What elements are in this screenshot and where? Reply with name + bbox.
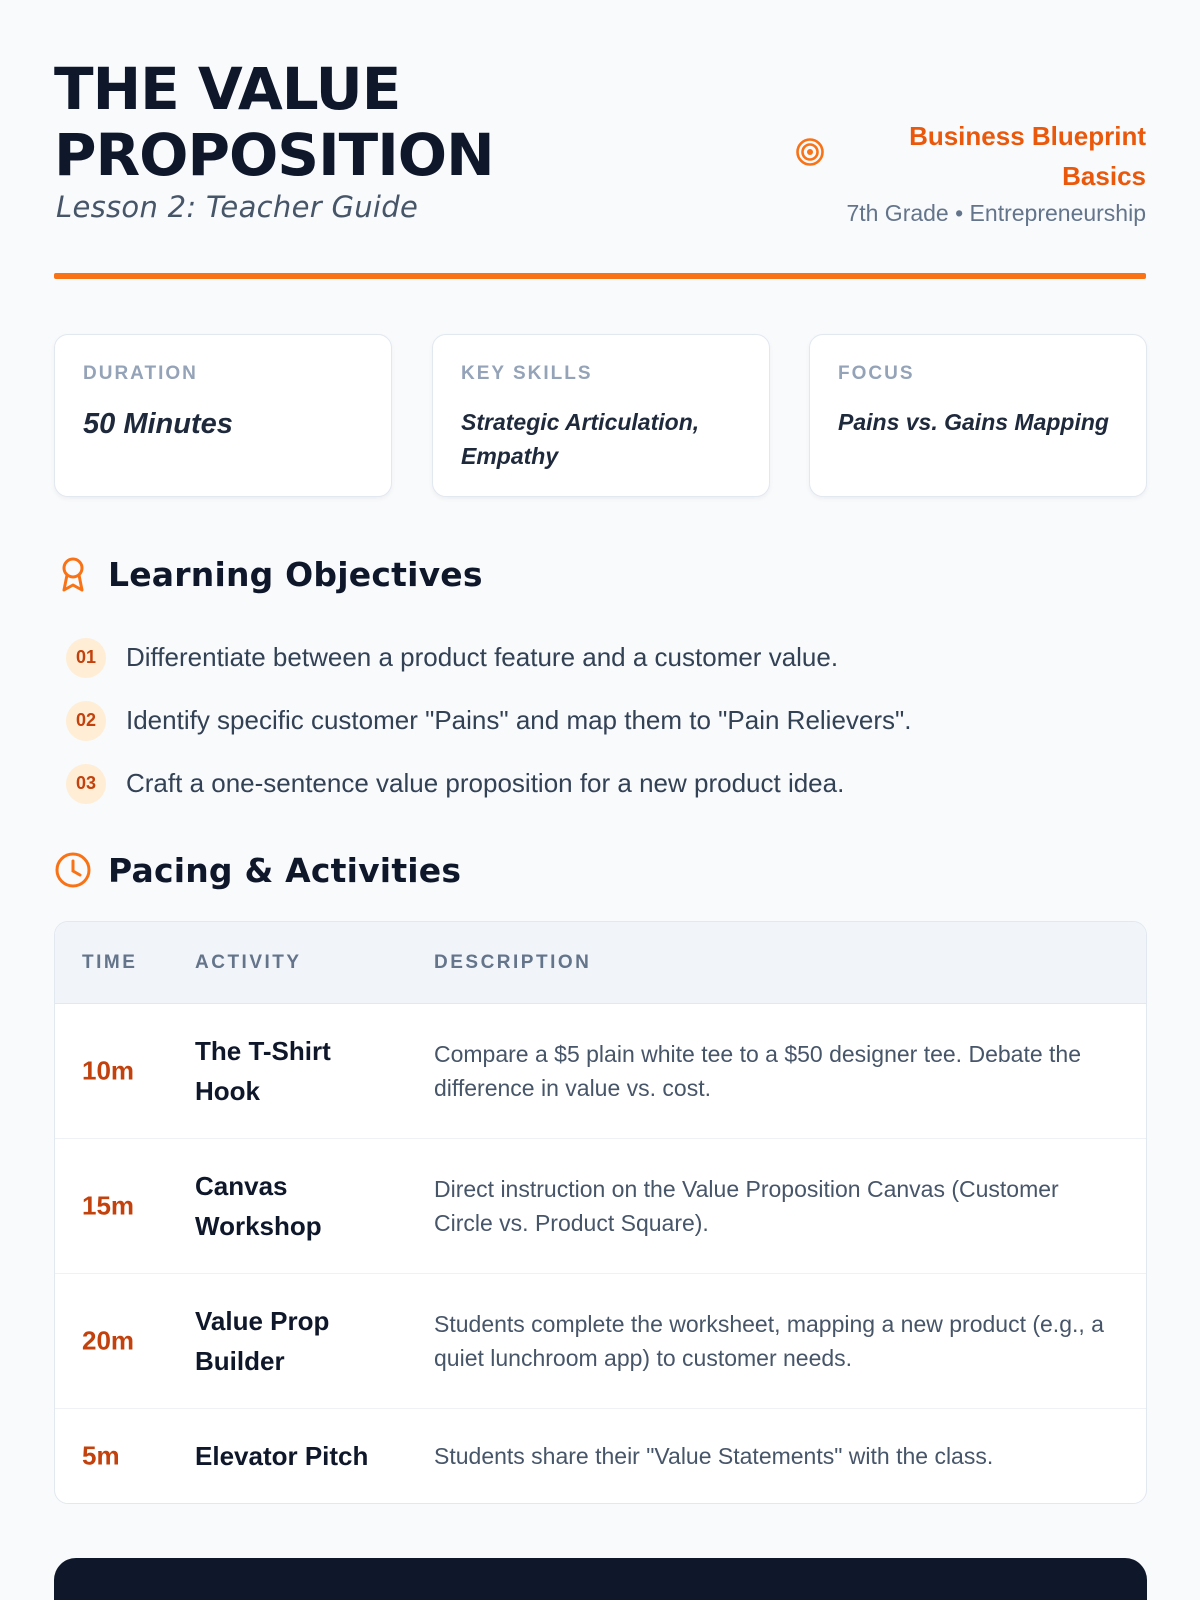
footer-banner — [54, 1558, 1147, 1600]
time-cell: 10m — [82, 1055, 135, 1086]
objective-number: 02 — [66, 701, 106, 741]
objective-text: Differentiate between a product feature and a customer value. — [126, 642, 839, 672]
duration-card — [54, 334, 392, 497]
table-row — [55, 1004, 1146, 1139]
description-cell: Compare a $5 plain white tee to a $50 designer tee. Debate the difference in value vs. cost. — [434, 1041, 1081, 1101]
award-icon — [54, 554, 94, 594]
time-cell: 15m — [82, 1190, 135, 1221]
list-item — [66, 626, 1146, 689]
brand-name: Business Blueprint Basics — [909, 121, 1146, 191]
activity-cell: Value Prop Builder — [195, 1306, 330, 1376]
activity-cell: Canvas Workshop — [195, 1171, 322, 1241]
table-row — [55, 1274, 1146, 1409]
key-skills-card — [432, 334, 770, 497]
section-title: Learning Objectives — [108, 554, 483, 594]
objective-text: Craft a one-sentence value proposition for a new product idea. — [126, 768, 845, 798]
description-cell: Students share their "Value Statements" with the class. — [434, 1443, 994, 1469]
grade-subject: 7th Grade • Entrepreneurship — [846, 200, 1146, 226]
description-cell: Students complete the worksheet, mapping a new product (e.g., a quiet lunchroom app) to customer needs. — [434, 1311, 1104, 1371]
card-value: 50 Minutes — [83, 408, 233, 440]
card-label: DURATION — [83, 363, 198, 384]
page-title — [54, 56, 494, 188]
title-line-1: THE VALUE — [54, 55, 401, 123]
objective-number: 03 — [66, 764, 106, 804]
header — [54, 0, 1146, 280]
card-label: FOCUS — [838, 363, 915, 384]
objective-number: 01 — [66, 638, 106, 678]
info-cards — [54, 334, 1147, 497]
activity-cell: The T-Shirt Hook — [195, 1036, 331, 1106]
time-cell: 20m — [82, 1325, 135, 1356]
target-icon — [795, 137, 825, 167]
time-cell: 5m — [82, 1440, 120, 1471]
card-label: KEY SKILLS — [461, 363, 593, 384]
objective-text: Identify specific customer "Pains" and map them to "Pain Relievers". — [126, 705, 912, 735]
title-line-2: PROPOSITION — [54, 121, 494, 189]
focus-card — [809, 334, 1147, 497]
activity-cell: Elevator Pitch — [195, 1441, 369, 1471]
column-header-activity: ACTIVITY — [195, 952, 302, 973]
pacing-heading — [54, 850, 461, 890]
objectives-list — [66, 626, 1146, 815]
page-subtitle: Lesson 2: Teacher Guide — [56, 190, 419, 224]
section-title: Pacing & Activities — [108, 850, 462, 890]
list-item — [66, 689, 1146, 752]
table-row — [55, 1139, 1146, 1274]
description-cell: Direct instruction on the Value Proposition Canvas (Customer Circle vs. Product Square). — [434, 1176, 1059, 1236]
clock-icon — [54, 850, 94, 890]
table-header — [55, 922, 1146, 1004]
pacing-table — [54, 921, 1147, 1504]
column-header-description: DESCRIPTION — [434, 952, 592, 973]
objectives-heading — [54, 554, 483, 594]
header-divider — [54, 273, 1146, 279]
list-item — [66, 752, 1146, 815]
table-row — [55, 1409, 1146, 1503]
column-header-time: TIME — [82, 952, 138, 973]
card-value: Pains vs. Gains Mapping — [838, 409, 1109, 435]
card-value: Strategic Articulation, Empathy — [461, 409, 700, 469]
